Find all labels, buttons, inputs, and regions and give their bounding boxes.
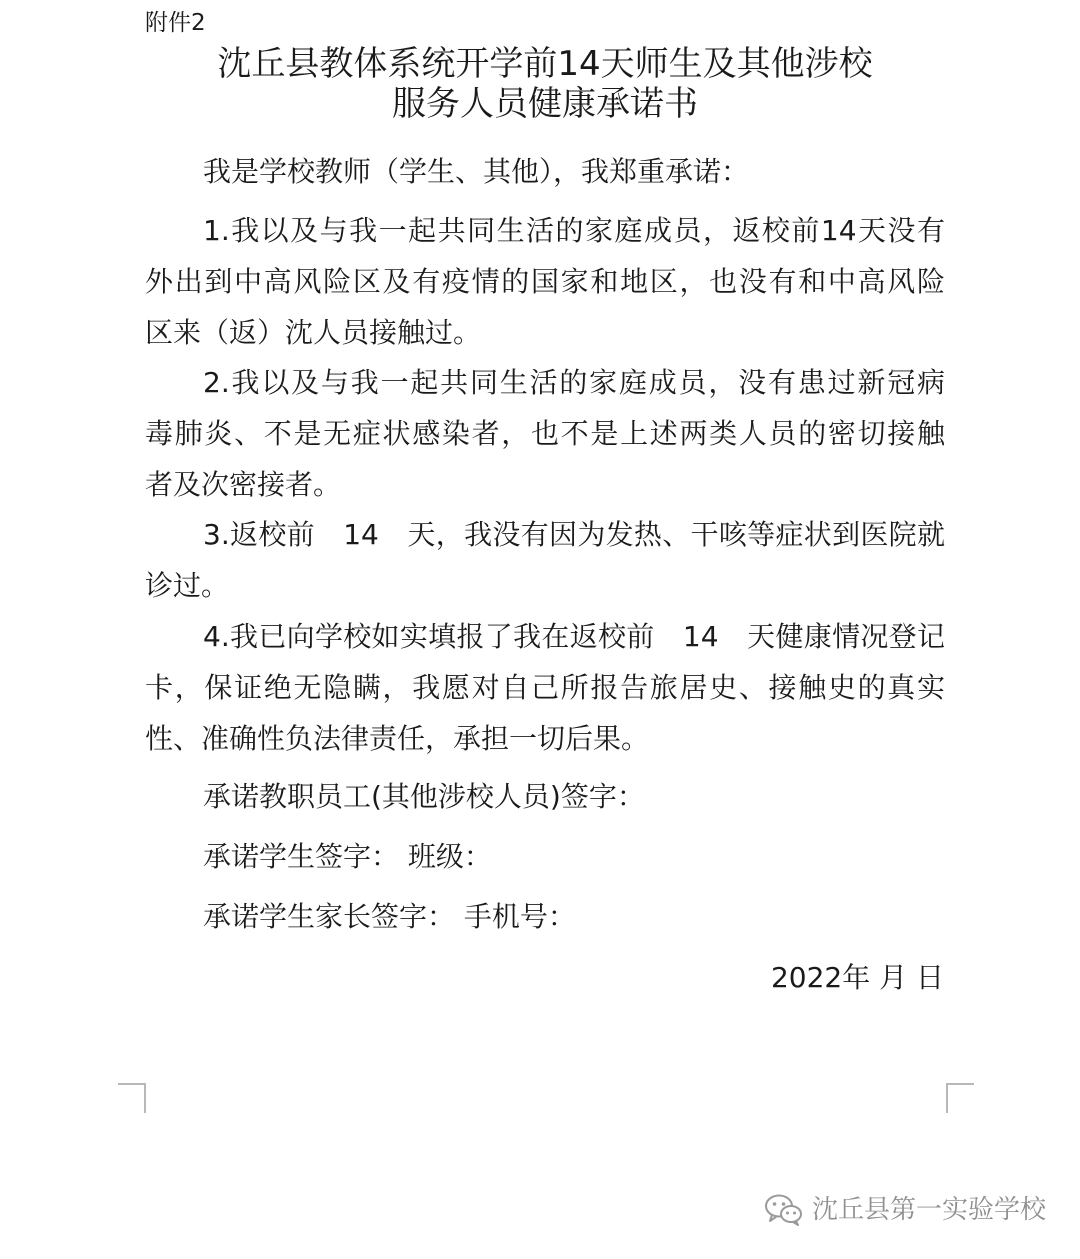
item-line: 区来（返）沈人员接触过。 [145, 316, 482, 349]
item-line: 1.我以及与我一起共同生活的家庭成员，返校前14天没有 [203, 214, 945, 247]
intro-paragraph [145, 146, 945, 197]
intro-text: 我是学校教师（学生、其他），我郑重承诺： [203, 155, 750, 188]
commitment-item-3 [145, 509, 945, 611]
commitment-item-1 [145, 205, 945, 358]
student-signature-line: 承诺学生签字： 班级： [203, 840, 492, 873]
page-corner-mark-left [118, 1083, 146, 1113]
document-title-line-1: 沈丘县教体系统开学前14天师生及其他涉校 [217, 44, 873, 84]
parent-signature-line: 承诺学生家长签字： 手机号： [203, 900, 576, 933]
commitment-item-4 [145, 611, 945, 764]
attachment-label: 附件2 [145, 10, 206, 36]
watermark-text: 沈丘县第一实验学校 [811, 1195, 1046, 1225]
item-line: 卡，保证绝无隐瞒，我愿对自己所报告旅居史、接触史的真实 [145, 671, 945, 704]
item-line: 毒肺炎、不是无症状感染者，也不是上述两类人员的密切接触 [145, 417, 945, 450]
item-line: 者及次密接者。 [145, 468, 342, 501]
item-line: 性、准确性负法律责任，承担一切后果。 [145, 722, 650, 755]
item-line: 3.返校前 14 天，我没有因为发热、干咳等症状到医院就 [203, 518, 945, 551]
watermark [764, 1190, 1046, 1230]
item-line: 外出到中高风险区及有疫情的国家和地区，也没有和中高风险 [145, 265, 945, 298]
staff-signature-line: 承诺教职员工(其他涉校人员)签字： [203, 780, 645, 813]
document-title-line-2: 服务人员健康承诺书 [392, 84, 698, 124]
commitment-item-2 [145, 357, 945, 510]
item-line: 2.我以及与我一起共同生活的家庭成员，没有患过新冠病 [203, 366, 945, 399]
item-line: 诊过。 [145, 569, 230, 602]
wechat-icon [764, 1193, 804, 1227]
item-line: 4.我已向学校如实填报了我在返校前 14 天健康情况登记 [203, 620, 945, 653]
signature-date: 2022年 月 日 [770, 961, 944, 994]
page-corner-mark-right [946, 1083, 974, 1113]
